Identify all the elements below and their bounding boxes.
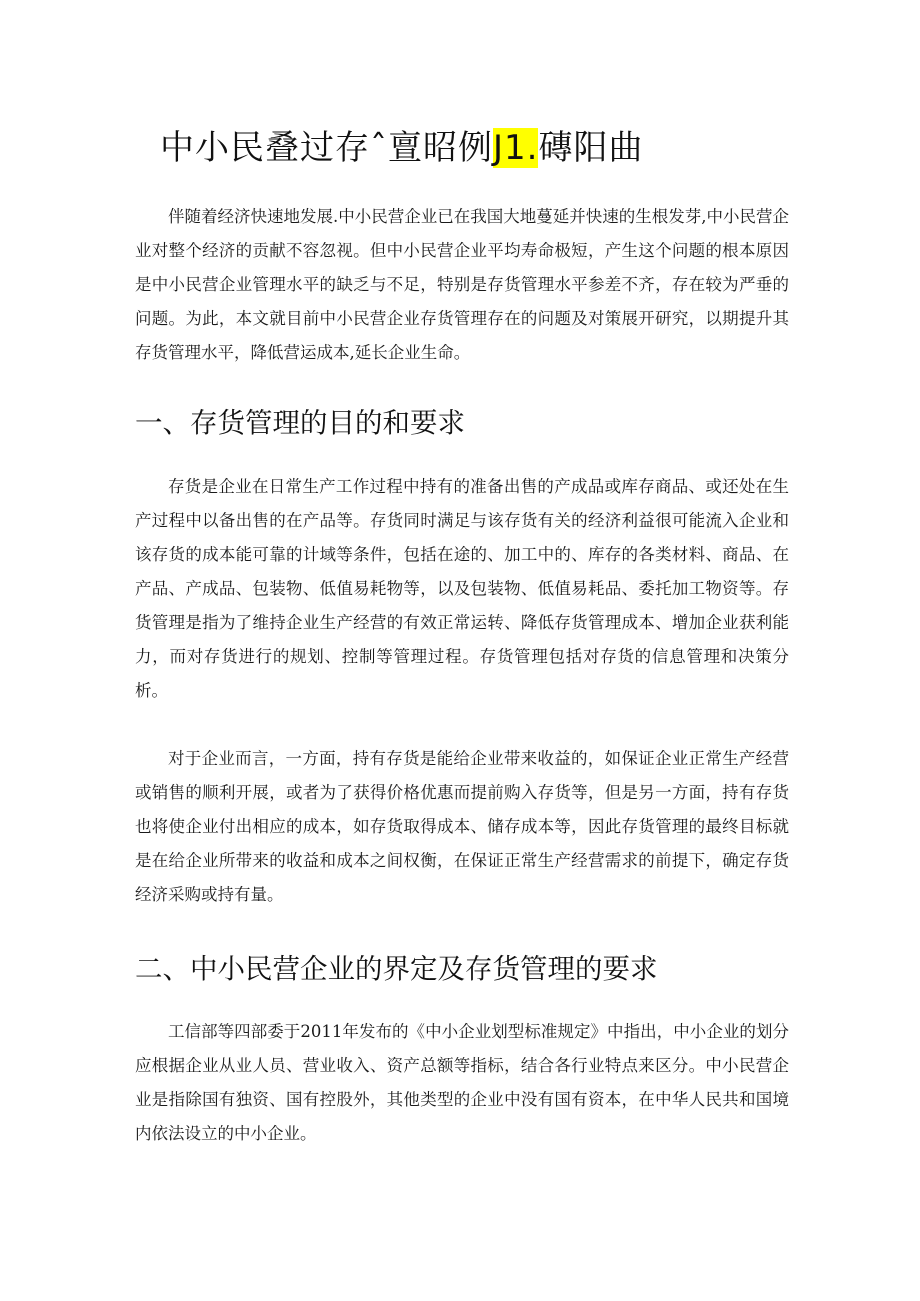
section-heading-2: 二、中小民营企业的界定及存货管理的要求 bbox=[135, 953, 658, 985]
section-2-paragraph-1: 工信部等四部委于2011年发布的《中小企业划型标准规定》中指出，中小企业的划分应根据企业从业人员、营业收入、资产总额等指标，结合各行业特点来区分。中小民营企业是指除国有独资、国有控股外，其他类型的企业中没有国有资本，在中华人民共和国境内依法设立的中小企业。 bbox=[135, 1022, 789, 1143]
title-text-before: 中小民叠过存ˆ亶昭例 bbox=[160, 128, 493, 168]
document-title bbox=[160, 118, 643, 178]
section-1-paragraph-2: 对于企业而言，一方面，持有存货是能给企业带来收益的，如保证企业正常生产经营或销售的顺利开展，或者为了获得价格优惠而提前购入存货等，但是另一方面，持有存货也将使企业付出相应的成本，如存货取得成本、储存成本等，因此存货管理的最终目标就是在给企业所带来的收益和成本之间权衡，在保证正常生产经营需求的前提下，确定存货经济采购或持有量。 bbox=[135, 749, 789, 904]
title-text-after: 磚阳曲 bbox=[538, 128, 644, 168]
section-1-paragraph-1: 存货是企业在日常生产工作过程中持有的准备出售的产成品或库存商品、或还处在生产过程中以备出售的在产品等。存货同时满足与该存货有关的经济利益很可能流入企业和该存货的成本能可靠的计域等条件，包括在途的、加工中的、库存的各类材料、商品、在产品、产成品、包装物、低值易耗物等，以及包装物、低值易耗品、委托加工物资等。存货管理是指为了维持企业生产经营的有效正常运转、降低存货管理成本、增加企业获利能力，而对存货进行的规划、控制等管理过程。存货管理包括对存货的信息管理和决策分析。 bbox=[135, 477, 789, 700]
section-heading-1: 一、存货管理的目的和要求 bbox=[135, 407, 465, 439]
title-highlighted-text: J1. bbox=[493, 128, 539, 168]
intro-paragraph: 伴随着经济快速地发展.中小民营企业已在我国大地蔓延并快速的生根发芽,中小民营企业对整个经济的贡献不容忽视。但中小民营企业平均寿命极短，产生这个问题的根本原因是中小民营企业管理水平的缺乏与不足，特别是存货管理水平参差不齐，存在较为严垂的问题。为此，本文就目前中小民营企业存货管理存在的问题及对策展开研究，以期提升其存货管理水平，降低营运成本,延长企业生命。 bbox=[135, 207, 789, 362]
